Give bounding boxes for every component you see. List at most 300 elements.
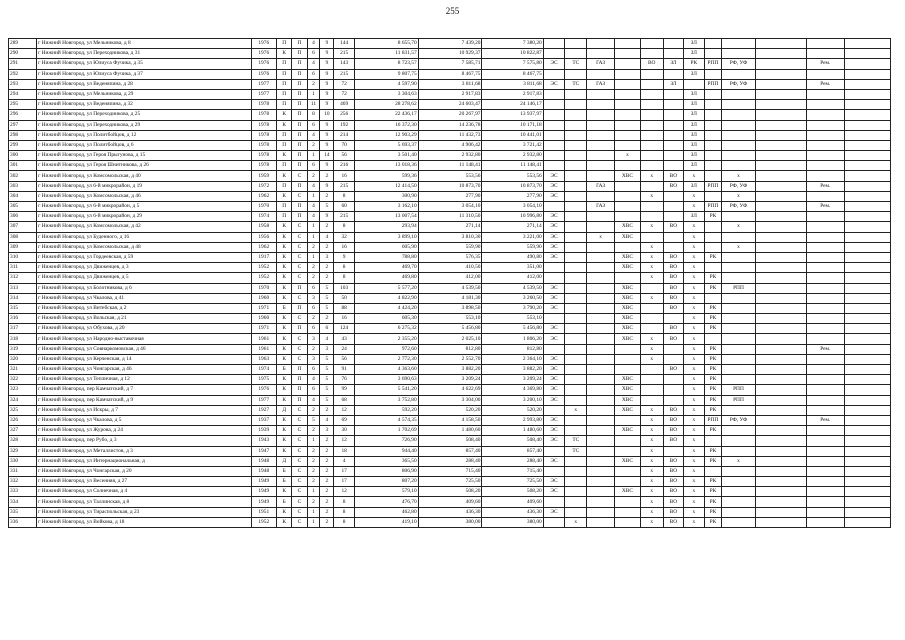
table-cell: 1976 bbox=[251, 39, 277, 49]
table-cell: 2 bbox=[320, 222, 334, 232]
table-cell: 16 bbox=[334, 242, 354, 252]
table-cell bbox=[806, 130, 844, 140]
table-cell: 323 bbox=[9, 385, 37, 395]
table-cell: С bbox=[292, 222, 307, 232]
table-cell: П bbox=[292, 79, 307, 89]
table-cell bbox=[565, 395, 587, 405]
table-cell: С bbox=[292, 232, 307, 242]
table-cell bbox=[806, 426, 844, 436]
table-cell: 6 bbox=[307, 161, 320, 171]
table-cell: ЭС bbox=[543, 252, 565, 262]
table-row bbox=[9, 232, 891, 242]
table-cell: 290 bbox=[9, 49, 37, 59]
table-cell bbox=[615, 517, 641, 527]
table-cell: 9 bbox=[320, 79, 334, 89]
table-cell: 1971 bbox=[251, 303, 277, 313]
table-cell: х bbox=[684, 344, 704, 354]
table-cell bbox=[755, 69, 806, 79]
table-cell: 469,80 bbox=[354, 273, 418, 283]
table-cell bbox=[565, 415, 587, 425]
table-cell bbox=[565, 242, 587, 252]
table-cell bbox=[640, 120, 663, 130]
table-cell bbox=[663, 130, 683, 140]
table-cell bbox=[587, 303, 615, 313]
table-cell bbox=[543, 100, 565, 110]
table-cell: х bbox=[684, 202, 704, 212]
table-cell: 2 bbox=[320, 517, 334, 527]
table-cell bbox=[844, 59, 890, 69]
table-cell: 312 bbox=[9, 273, 37, 283]
table-cell: 1 806,20 bbox=[482, 334, 543, 344]
table-cell bbox=[663, 375, 683, 385]
table-cell: 3 882,20 bbox=[482, 365, 543, 375]
table-cell: 11 831,57 bbox=[354, 49, 418, 59]
table-cell bbox=[844, 222, 890, 232]
table-cell: 1975 bbox=[251, 375, 277, 385]
table-cell bbox=[722, 354, 755, 364]
table-cell: РФ, УФ bbox=[722, 79, 755, 89]
table-cell: 2 bbox=[307, 140, 320, 150]
table-cell bbox=[844, 334, 890, 344]
table-row bbox=[9, 405, 891, 415]
table-cell bbox=[844, 263, 890, 273]
table-cell: 1 bbox=[307, 191, 320, 201]
table-cell: С bbox=[292, 334, 307, 344]
table-cell: 16 bbox=[334, 171, 354, 181]
table-cell: 298 bbox=[9, 130, 37, 140]
table-cell bbox=[663, 161, 683, 171]
table-cell: х bbox=[684, 191, 704, 201]
table-cell: 2 bbox=[307, 263, 320, 273]
table-cell: 1976 bbox=[251, 59, 277, 69]
table-cell bbox=[755, 171, 806, 181]
table-cell: 295 bbox=[9, 100, 37, 110]
table-cell: К bbox=[277, 507, 292, 517]
table-cell: К bbox=[277, 517, 292, 527]
table-cell bbox=[565, 191, 587, 201]
table-cell: г Нижний Новгород, ул Движенцев, д 3 bbox=[37, 263, 251, 273]
table-cell: РПП bbox=[704, 415, 722, 425]
table-cell: 508,20 bbox=[418, 487, 482, 497]
table-row bbox=[9, 477, 891, 487]
table-cell: г Нижний Новгород, ул Чонгарская, д 20 bbox=[37, 466, 251, 476]
table-cell bbox=[587, 477, 615, 487]
table-cell: ЭС bbox=[543, 334, 565, 344]
table-cell bbox=[640, 49, 663, 59]
table-cell bbox=[543, 49, 565, 59]
table-cell bbox=[615, 140, 641, 150]
table-cell: 1948 bbox=[251, 466, 277, 476]
table-cell: ЗЛ bbox=[684, 212, 704, 222]
table-cell bbox=[755, 324, 806, 334]
table-cell bbox=[565, 120, 587, 130]
table-cell: ЭС bbox=[543, 191, 565, 201]
table-cell bbox=[587, 191, 615, 201]
table-cell bbox=[663, 344, 683, 354]
table-cell bbox=[640, 79, 663, 89]
table-cell bbox=[704, 242, 722, 252]
table-cell bbox=[755, 222, 806, 232]
table-cell bbox=[543, 161, 565, 171]
table-cell bbox=[543, 69, 565, 79]
table-cell: 1978 bbox=[251, 140, 277, 150]
table-cell bbox=[722, 436, 755, 446]
table-cell bbox=[755, 140, 806, 150]
table-cell bbox=[704, 49, 722, 59]
table-cell: Рем. bbox=[806, 181, 844, 191]
table-cell: К bbox=[277, 49, 292, 59]
table-cell bbox=[844, 405, 890, 415]
table-cell: К bbox=[277, 324, 292, 334]
table-cell bbox=[806, 140, 844, 150]
table-cell bbox=[587, 497, 615, 507]
table-cell: 1 702,69 bbox=[354, 426, 418, 436]
table-cell: К bbox=[277, 487, 292, 497]
table-cell: х bbox=[640, 222, 663, 232]
table-cell bbox=[806, 171, 844, 181]
table-cell: 6 275,32 bbox=[354, 324, 418, 334]
table-cell: ЗЛ bbox=[684, 100, 704, 110]
table-cell: 88 bbox=[334, 303, 354, 313]
table-cell: х bbox=[684, 395, 704, 405]
table-cell: 2 364,10 bbox=[482, 354, 543, 364]
table-cell bbox=[806, 242, 844, 252]
table-cell bbox=[565, 497, 587, 507]
table-cell: П bbox=[292, 161, 307, 171]
table-cell bbox=[755, 436, 806, 446]
table-cell bbox=[844, 181, 890, 191]
table-cell: 10 171,18 bbox=[482, 120, 543, 130]
table-cell: ВО bbox=[663, 405, 683, 415]
table-cell bbox=[587, 293, 615, 303]
table-cell bbox=[543, 140, 565, 150]
table-cell bbox=[844, 477, 890, 487]
table-cell: П bbox=[277, 161, 292, 171]
table-cell: г Нижний Новгород, ул Веденяпина, д 32 bbox=[37, 100, 251, 110]
table-cell: х bbox=[722, 456, 755, 466]
table-cell: г Нижний Новгород, ул Гордеевская, д 59 bbox=[37, 252, 251, 262]
table-cell: ВО bbox=[663, 181, 683, 191]
table-cell bbox=[663, 191, 683, 201]
table-cell bbox=[663, 395, 683, 405]
table-cell: 10 bbox=[320, 110, 334, 120]
table-cell bbox=[755, 232, 806, 242]
table-cell: г Нижний Новгород, ул Движенцев, д 5 bbox=[37, 273, 251, 283]
table-cell: 302 bbox=[9, 171, 37, 181]
table-cell: 9 bbox=[320, 120, 334, 130]
table-cell bbox=[806, 375, 844, 385]
table-cell bbox=[543, 314, 565, 324]
table-cell: ЭС bbox=[543, 365, 565, 375]
table-cell: Д bbox=[277, 405, 292, 415]
table-cell bbox=[663, 120, 683, 130]
table-cell: 1 bbox=[307, 222, 320, 232]
table-cell: 351,00 bbox=[482, 263, 543, 273]
table-cell bbox=[755, 517, 806, 527]
table-cell: 103 bbox=[334, 283, 354, 293]
table-cell bbox=[806, 365, 844, 375]
table-cell: 294 bbox=[9, 89, 37, 99]
table-cell: С bbox=[292, 405, 307, 415]
table-cell: 11 310,50 bbox=[418, 212, 482, 222]
table-cell bbox=[806, 191, 844, 201]
table-cell bbox=[587, 252, 615, 262]
table-cell: 2 bbox=[320, 242, 334, 252]
table-cell: ХВС bbox=[615, 456, 641, 466]
table-cell: 1961 bbox=[251, 344, 277, 354]
table-cell bbox=[806, 395, 844, 405]
table-cell: 215 bbox=[334, 69, 354, 79]
table-cell: 56 bbox=[334, 151, 354, 161]
table-cell: 4 bbox=[307, 395, 320, 405]
table-cell: 99 bbox=[334, 385, 354, 395]
table-cell: г Нижний Новгород, ул Комсомольская, д 42 bbox=[37, 222, 251, 232]
table-cell: 4 424,20 bbox=[354, 303, 418, 313]
table-cell: 5 bbox=[320, 395, 334, 405]
table-cell bbox=[615, 59, 641, 69]
table-cell: ВО bbox=[663, 365, 683, 375]
table-cell bbox=[844, 202, 890, 212]
table-cell: С bbox=[292, 273, 307, 283]
table-cell: 4 597,90 bbox=[354, 79, 418, 89]
table-cell: С bbox=[292, 507, 307, 517]
table-cell bbox=[844, 151, 890, 161]
table-cell: ЭС bbox=[543, 232, 565, 242]
table-cell: 317 bbox=[9, 324, 37, 334]
table-cell: 1977 bbox=[251, 395, 277, 405]
table-cell: ХВС bbox=[615, 283, 641, 293]
table-cell: ЭС bbox=[543, 436, 565, 446]
table-cell: 1962 bbox=[251, 242, 277, 252]
table-cell bbox=[587, 436, 615, 446]
table-cell: 1952 bbox=[251, 517, 277, 527]
table-cell: 6 bbox=[307, 324, 320, 334]
table-cell: 2 917,83 bbox=[418, 89, 482, 99]
table-cell: РК bbox=[704, 273, 722, 283]
table-cell: г Нижний Новгород, ул Журова, д 24 bbox=[37, 426, 251, 436]
table-cell bbox=[565, 303, 587, 313]
table-cell bbox=[640, 324, 663, 334]
table-cell: 4 bbox=[307, 181, 320, 191]
table-cell: Рем. bbox=[806, 344, 844, 354]
table-cell bbox=[806, 151, 844, 161]
table-cell bbox=[543, 405, 565, 415]
table-cell bbox=[704, 171, 722, 181]
table-cell: х bbox=[684, 477, 704, 487]
table-cell: ВО bbox=[663, 507, 683, 517]
table-cell: 2 993,80 bbox=[482, 415, 543, 425]
table-cell bbox=[543, 39, 565, 49]
table-cell bbox=[565, 263, 587, 273]
table-cell: г Нижний Новгород, ул Вольская, д 21 bbox=[37, 314, 251, 324]
table-cell: Рем. bbox=[806, 79, 844, 89]
table-cell: 1960 bbox=[251, 293, 277, 303]
table-cell: С bbox=[292, 487, 307, 497]
table-cell bbox=[755, 365, 806, 375]
table-cell: ТС bbox=[565, 59, 587, 69]
table-cell bbox=[565, 344, 587, 354]
table-cell bbox=[755, 89, 806, 99]
table-cell: ЭС bbox=[543, 395, 565, 405]
table-cell: С bbox=[292, 497, 307, 507]
table-cell bbox=[844, 100, 890, 110]
table-cell: 8 bbox=[334, 222, 354, 232]
table-cell bbox=[587, 375, 615, 385]
table-cell bbox=[565, 212, 587, 222]
table-cell bbox=[844, 39, 890, 49]
table-cell: 215 bbox=[334, 212, 354, 222]
table-cell: 1958 bbox=[251, 222, 277, 232]
table-cell: 2 bbox=[320, 507, 334, 517]
table-row bbox=[9, 446, 891, 456]
table-cell bbox=[722, 263, 755, 273]
table-cell: х bbox=[684, 507, 704, 517]
table-cell: К bbox=[277, 426, 292, 436]
table-cell: 3 690,63 bbox=[354, 375, 418, 385]
table-cell: П bbox=[292, 39, 307, 49]
table-cell: Б bbox=[277, 497, 292, 507]
table-cell: С bbox=[292, 436, 307, 446]
table-row bbox=[9, 426, 891, 436]
table-cell: 2 bbox=[307, 314, 320, 324]
table-cell: х bbox=[640, 446, 663, 456]
table-cell bbox=[755, 191, 806, 201]
table-cell bbox=[755, 283, 806, 293]
table-cell bbox=[722, 110, 755, 120]
table-cell bbox=[587, 385, 615, 395]
table-cell bbox=[663, 232, 683, 242]
table-cell: г Нижний Новгород, ул 6-й микрорайон, д 5 bbox=[37, 202, 251, 212]
table-cell: 13 937,97 bbox=[482, 110, 543, 120]
table-cell: г Нижний Новгород, ул Комсомольская, д 46 bbox=[37, 191, 251, 201]
table-cell bbox=[565, 222, 587, 232]
table-cell: ГАЗ bbox=[587, 181, 615, 191]
table-cell: 8 bbox=[334, 517, 354, 527]
table-cell: 4 822,90 bbox=[354, 293, 418, 303]
table-cell: 24 603,47 bbox=[418, 100, 482, 110]
table-cell: 3 898,50 bbox=[418, 303, 482, 313]
table-cell: 725,50 bbox=[482, 477, 543, 487]
table-cell: 8 467,75 bbox=[482, 69, 543, 79]
table-cell: 1977 bbox=[251, 89, 277, 99]
table-cell: РК bbox=[704, 405, 722, 415]
table-cell: С bbox=[292, 446, 307, 456]
table-cell: РПП bbox=[704, 181, 722, 191]
table-row bbox=[9, 242, 891, 252]
table-cell bbox=[587, 100, 615, 110]
table-cell: С bbox=[292, 456, 307, 466]
table-cell: 2 bbox=[320, 436, 334, 446]
table-cell: ВО bbox=[663, 273, 683, 283]
table-cell: х bbox=[684, 415, 704, 425]
table-cell bbox=[565, 293, 587, 303]
table-cell: х bbox=[722, 242, 755, 252]
table-cell: 300,90 bbox=[354, 191, 418, 201]
table-cell bbox=[587, 69, 615, 79]
table-cell: х bbox=[640, 242, 663, 252]
table-cell bbox=[615, 202, 641, 212]
table-cell: г Нижний Новгород, ул Юлиуса Фучика, д 35 bbox=[37, 59, 251, 69]
table-cell: ЭС bbox=[543, 79, 565, 89]
table-cell: 520,20 bbox=[418, 405, 482, 415]
table-cell: С bbox=[292, 263, 307, 273]
table-cell bbox=[844, 507, 890, 517]
table-cell: РК bbox=[704, 212, 722, 222]
table-cell bbox=[844, 466, 890, 476]
table-cell: 3 bbox=[320, 252, 334, 262]
table-cell bbox=[615, 415, 641, 425]
table-row bbox=[9, 375, 891, 385]
table-cell: 9 bbox=[320, 100, 334, 110]
table-cell bbox=[615, 89, 641, 99]
table-cell bbox=[844, 130, 890, 140]
table-cell: ЭС bbox=[543, 324, 565, 334]
table-cell: 9 bbox=[320, 181, 334, 191]
table-row bbox=[9, 415, 891, 425]
table-cell bbox=[755, 202, 806, 212]
table-cell: г Нижний Новгород, ул Переходникова, д 29 bbox=[37, 120, 251, 130]
table-cell bbox=[755, 314, 806, 324]
table-cell: 788,80 bbox=[354, 252, 418, 262]
table-cell: ЗЛ bbox=[684, 39, 704, 49]
table-cell bbox=[640, 151, 663, 161]
table-cell: 2 bbox=[307, 405, 320, 415]
table-cell: 3 209,24 bbox=[482, 375, 543, 385]
table-cell bbox=[640, 181, 663, 191]
table-cell bbox=[806, 120, 844, 130]
table-cell bbox=[755, 385, 806, 395]
table-cell: К bbox=[277, 283, 292, 293]
table-cell: ВО bbox=[663, 334, 683, 344]
table-cell bbox=[722, 293, 755, 303]
table-cell: 13 007,54 bbox=[354, 212, 418, 222]
table-cell: х bbox=[684, 314, 704, 324]
table-cell: 4 bbox=[307, 59, 320, 69]
table-cell bbox=[587, 39, 615, 49]
table-cell bbox=[640, 110, 663, 120]
table-cell: 192 bbox=[334, 120, 354, 130]
table-cell: 4 bbox=[307, 130, 320, 140]
table-cell: 3 501,40 bbox=[354, 151, 418, 161]
table-cell bbox=[806, 487, 844, 497]
housing-register-table bbox=[8, 38, 891, 528]
table-cell: 592,20 bbox=[354, 405, 418, 415]
table-cell: К bbox=[277, 273, 292, 283]
table-cell: П bbox=[292, 385, 307, 395]
table-cell: ЭС bbox=[543, 293, 565, 303]
table-cell: г Нижний Новгород, ул Чкалова, д 5 bbox=[37, 415, 251, 425]
table-cell bbox=[615, 497, 641, 507]
table-cell: ВО bbox=[663, 456, 683, 466]
table-cell: 16 bbox=[334, 314, 354, 324]
table-cell: 1943 bbox=[251, 436, 277, 446]
table-cell: г Нижний Новгород, ул Керченская, д 14 bbox=[37, 354, 251, 364]
table-cell: 6 bbox=[307, 385, 320, 395]
table-cell: К bbox=[277, 171, 292, 181]
table-cell: х bbox=[640, 477, 663, 487]
table-cell: 143 bbox=[334, 59, 354, 69]
table-cell: 469 bbox=[334, 100, 354, 110]
table-cell: 1956 bbox=[251, 232, 277, 242]
table-cell bbox=[640, 212, 663, 222]
table-row bbox=[9, 49, 891, 59]
table-cell: ГАЗ bbox=[587, 202, 615, 212]
table-cell: 301 bbox=[9, 161, 37, 171]
table-cell: 2 bbox=[320, 263, 334, 273]
table-row bbox=[9, 39, 891, 49]
table-cell: ХВС bbox=[615, 222, 641, 232]
table-cell bbox=[704, 69, 722, 79]
